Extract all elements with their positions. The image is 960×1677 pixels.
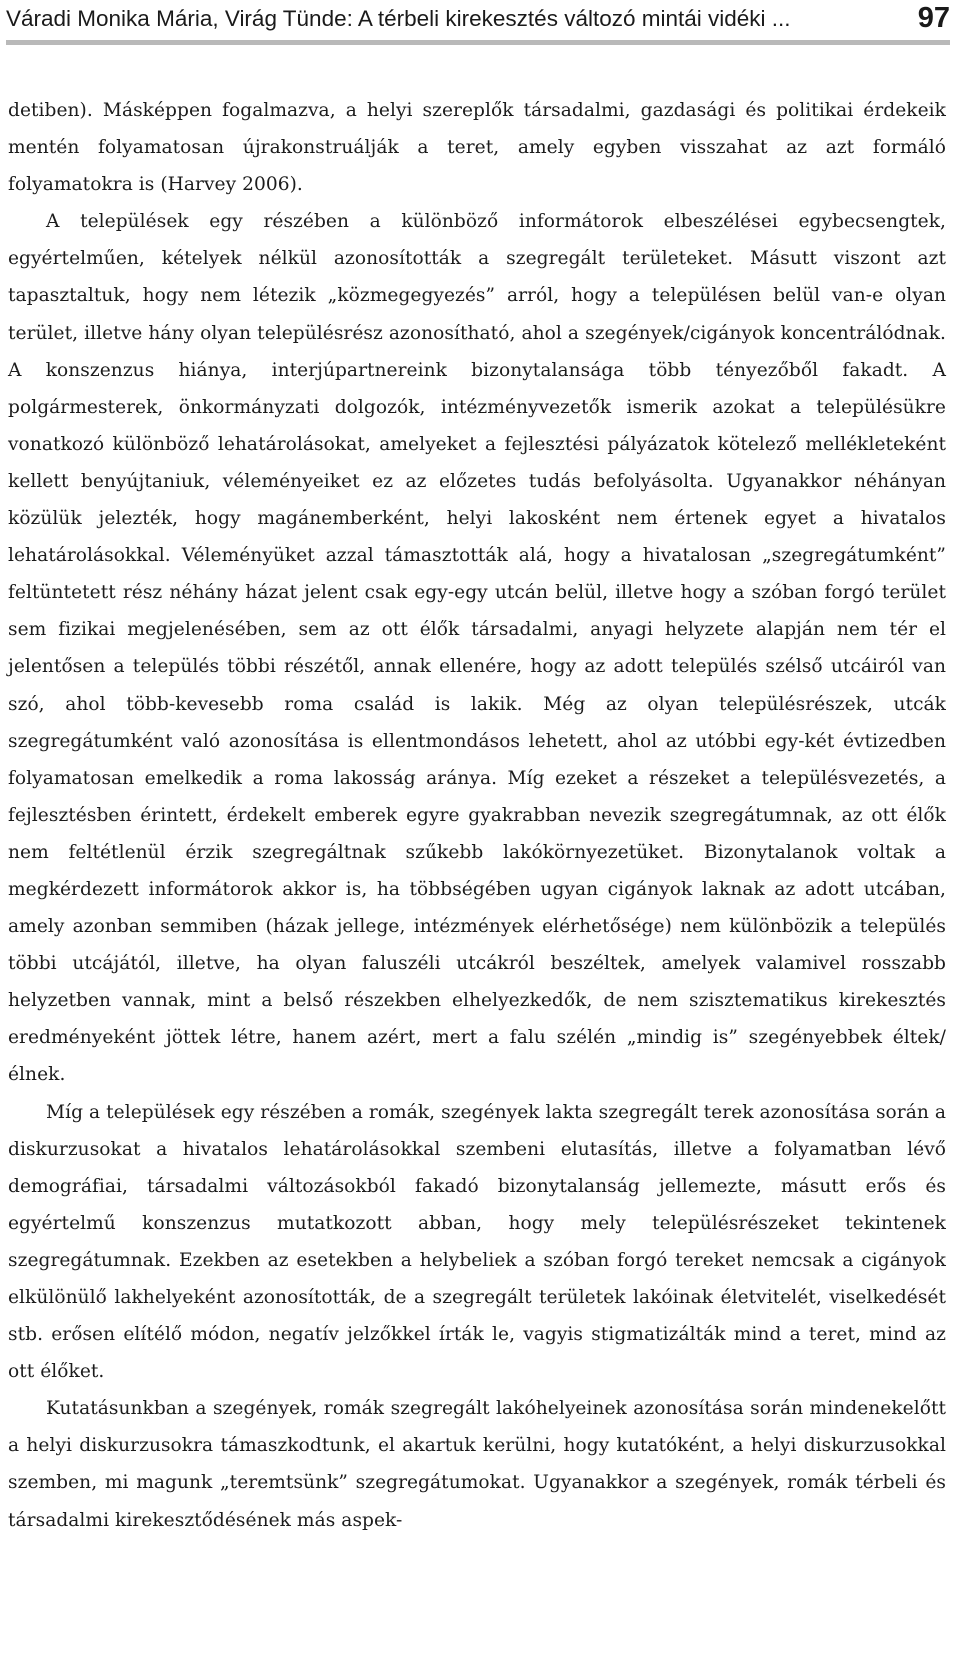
body-text [8, 92, 946, 1539]
paragraph: A települések egy részében a különböző informátorok elbeszélései egybecsengtek, egyértelműen, kételyek nélkül azonosították a szegregált területeket. Másutt viszont azt tapasztaltuk, hogy nem létezik „közmegegyezés” arról, hogy a településen belül van-e olyan terület, illetve hány olyan településrész azonosítható, ahol a szegények/cigányok koncentrálódnak. A konszenzus hiánya, interjúpartnereink bizonytalansága több tényezőből fakadt. A polgármesterek, önkormányzati dolgozók, intézményvezetők ismerik azokat a településükre vonatkozó különböző lehatárolásokat, amelyeket a fejlesztési pályázatok kötelező mellékleteként kellett benyújtaniuk, véleményeiket ez az előzetes tudás befolyásolta. Ugyanakkor néhányan közülük jelezték, hogy magánemberként, helyi lakosként nem értenek egyet a hivatalos lehatárolásokkal. Véleményüket azzal támasztották alá, hogy a hivatalosan „szegregátumként” feltüntetett rész néhány házat jelent csak egy-egy utcán belül, illetve hogy a szóban forgó terület sem fizikai megjelenésében, sem az ott élők társadalmi, anyagi helyzete alapján nem tér el jelentősen a település többi részétől, annak ellenére, hogy az adott település szélső utcáiról van szó, ahol több-kevesebb roma család is lakik. Még az olyan településrészek, utcák szegregátumként való azonosítása is ellentmondásos lehetett, ahol az utóbbi egy-két évtizedben folyamatosan emelkedik a roma lakosság aránya. Míg ezeket a részeket a településvezetés, a fejlesztésben érintett, érdekelt emberek egyre gyakrabban nevezik szegregátumnak, az ott élők nem feltétlenül érzik szegregáltnak szűkebb lakókörnyezetüket. Bizonytalanok voltak a megkérdezett informátorok akkor is, ha többségében ugyan cigányok laknak az adott utcában, amely azonban semmiben (házak jellege, intézmények elérhetősége) nem különbözik a település többi utcájától, illetve, ha olyan faluszéli utcákról beszéltek, amelyek valamivel rosszabb helyzetben vannak, mint a belső részekben elhelyezkedők, de nem szisztematikus kirekesztés eredményeként jöttek létre, hanem azért, mert a falu szélén „mindig is” szegényebbek éltek/élnek. [8, 211, 946, 1086]
header-rule [6, 40, 950, 45]
running-head: Váradi Monika Mária, Virág Tünde: A térbeli kirekesztés változó mintái vidéki ... [6, 6, 791, 31]
paragraph: Kutatásunkban a szegények, romák szegregált lakóhelyeinek azonosítása során mindenekelőtt a helyi diskurzusokra támaszkodtunk, el akartuk kerülni, hogy kutatóként, a helyi diskurzusokkal szemben, mi magunk „teremtsünk” szegregátumokat. Ugyanakkor a szegények, romák térbeli és társadalmi kirekesztődésének más aspek- [8, 1398, 946, 1531]
paragraph: Míg a települések egy részében a romák, szegények lakta szegregált terek azonosítása során a diskurzusokat a hivatalos lehatárolásokkal szembeni elutasítás, illetve a folyamatban lévő demográfiai, társadalmi változásokból fakadó bizonytalanság jellemezte, másutt erős és egyértelmű konszenzus mutatkozott abban, hogy mely településrészeket tekintenek szegregátumnak. Ezekben az esetekben a helybeliek a szóban forgó tereket nemcsak a cigányok elkülönülő lakhelyeként azonosították, de a szegregált területek lakóinak életvitelét, viselkedését stb. erősen elítélő módon, negatív jelzőkkel írták le, vagyis stigmatizálták mind a teret, mind az ott élőket. [8, 1101, 946, 1383]
page-number: 97 [917, 2, 950, 34]
page-header [0, 0, 960, 46]
paragraph-continuation: detiben). Másképpen fogalmazva, a helyi szereplők társadalmi, gazdasági és politikai érdekeik mentén folyamatosan újrakonstruálják a teret, amely egyben visszahat az azt formáló folyamatokra is (Harvey 2006). [8, 100, 946, 196]
